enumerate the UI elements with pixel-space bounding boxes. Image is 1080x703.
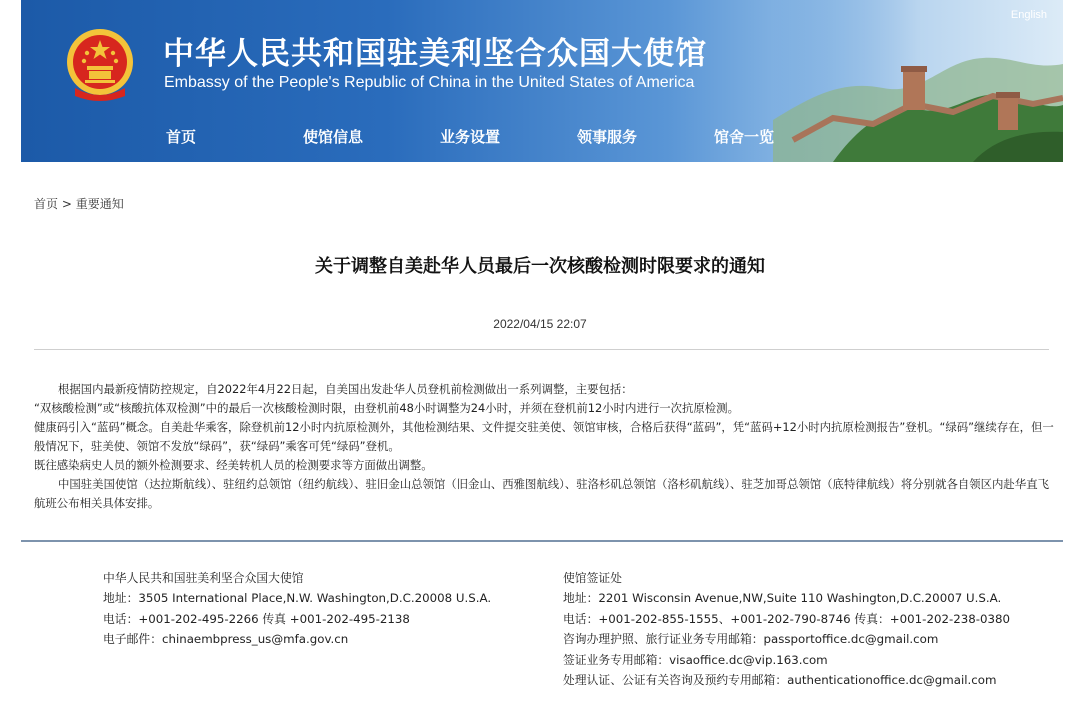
footer-visa-email[interactable]: 签证业务专用邮箱：visaoffice.dc@vip.163.com xyxy=(563,652,828,667)
footer-passport-email[interactable]: 咨询办理护照、旅行证业务专用邮箱：passportoffice.dc@gmail.com xyxy=(563,632,939,647)
main-nav xyxy=(166,126,851,147)
english-language-link[interactable]: English xyxy=(1010,9,1047,21)
footer-authentication-email[interactable]: 处理认证、公证有关咨询及预约专用邮箱：authenticationoffice.dc@gmail.com xyxy=(563,673,997,688)
breadcrumb-separator: > xyxy=(58,197,76,211)
article-paragraph: “双核酸检测”或“核酸抗体双检测”中的最后一次核酸检测时限，由登机前48小时调整为24小时，并须在登机前12小时内进行一次抗原检测。 xyxy=(34,401,739,415)
footer-visa-office-contact xyxy=(563,568,1010,690)
footer-embassy-email[interactable]: 电子邮件：chinaembpress_us@mfa.gov.cn xyxy=(103,632,349,647)
nav-consular-services[interactable]: 领事服务 xyxy=(577,128,638,146)
article-title: 关于调整自美赴华人员最后一次核酸检测时限要求的通知 xyxy=(315,256,765,277)
footer-embassy-name: 中华人民共和国驻美利坚合众国大使馆 xyxy=(103,571,304,585)
footer-visa-office-phone: 电话：+001-202-855-1555、+001-202-790-8746 传真：+001-202-238-0380 xyxy=(563,611,1011,626)
breadcrumb-current: 重要通知 xyxy=(75,197,124,211)
embassy-title-cn: 中华人民共和国驻美利坚合众国大使馆 xyxy=(163,36,707,72)
article-paragraph: 既往感染病史人员的额外检测要求、经美转机人员的检测要求等方面做出调整。 xyxy=(34,458,433,472)
footer-visa-office-address: 地址：2201 Wisconsin Avenue,NW,Suite 110 Washington,D.C.20007 U.S.A. xyxy=(563,591,1002,606)
header-banner xyxy=(21,0,1063,162)
embassy-title-en: Embassy of the People's Republic of China in the United States of America xyxy=(164,74,695,91)
article-paragraph: 健康码引入“蓝码”概念。自美赴华乘客，除登机前12小时内抗原检测外，其他检测结果、文件提交驻美使、领馆审核，合格后获得“蓝码”，凭“蓝码+12小时内抗原检测报告”登机。“绿码”继续存在，但一般情况下，驻美使、领馆不发放“绿码”，获“绿码”乘客可凭“绿码”登机。 xyxy=(34,420,1054,453)
title-divider xyxy=(34,349,1049,350)
footer-visa-office-name: 使馆签证处 xyxy=(563,571,622,585)
footer-embassy-address: 地址：3505 International Place,N.W. Washington,D.C.20008 U.S.A. xyxy=(103,591,492,606)
nav-home[interactable]: 首页 xyxy=(166,128,197,146)
footer-embassy-contact xyxy=(103,568,491,650)
nav-embassy-info[interactable]: 使馆信息 xyxy=(303,128,364,146)
article-paragraph: 根据国内最新疫情防控规定，自2022年4月22日起，自美国出发赴华人员登机前检测做出一系列调整，主要包括： xyxy=(58,382,633,396)
article-body xyxy=(34,380,1054,513)
article-paragraph: 中国驻美国使馆（达拉斯航线）、驻纽约总领馆（纽约航线）、驻旧金山总领馆（旧金山、西雅图航线）、驻洛杉矶总领馆（洛杉矶航线）、驻芝加哥总领馆（底特律航线）将分别就各自领区内赴华直飞航班公布相关具体安排。 xyxy=(34,477,1049,510)
breadcrumb-home-link[interactable]: 首页 xyxy=(34,197,59,211)
nav-premises[interactable]: 馆舍一览 xyxy=(714,128,775,146)
national-emblem-icon xyxy=(65,26,135,102)
footer-embassy-phone: 电话：+001-202-495-2266 传真 +001-202-495-2138 xyxy=(103,611,410,626)
article-date: 2022/04/15 22:07 xyxy=(493,317,587,331)
nav-business[interactable]: 业务设置 xyxy=(440,128,501,146)
footer-divider xyxy=(21,540,1063,542)
breadcrumb xyxy=(34,195,124,212)
